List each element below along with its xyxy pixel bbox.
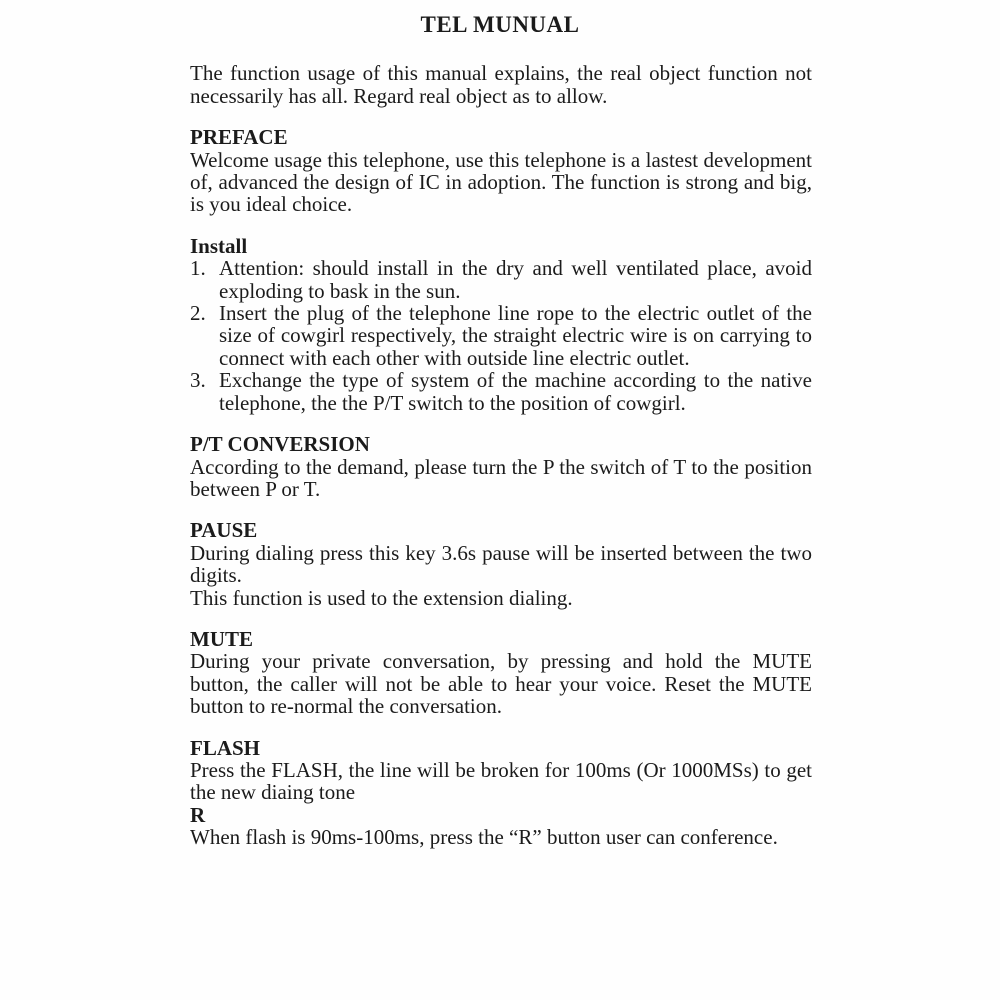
preface-body: Welcome usage this telephone, use this telephone is a lastest development of, advanced the design of IC in adoption. The function is strong and big, is you ideal choice. — [190, 147, 812, 217]
pt-conversion-body: According to the demand, please turn the P the switch of T to the position between P or T. — [190, 454, 812, 501]
list-item-number: 3. — [190, 368, 206, 393]
section-pause — [190, 519, 812, 609]
section-flash — [190, 737, 812, 804]
r-heading: R — [190, 802, 206, 827]
intro-paragraph: The function usage of this manual explains, the real object function not necessarily has all. Regard real object as to allow. — [190, 61, 812, 108]
pt-conversion-heading: P/T CONVERSION — [190, 432, 370, 457]
list-item — [190, 369, 812, 414]
mute-heading: MUTE — [190, 626, 253, 651]
list-item-number: 1. — [190, 256, 206, 281]
section-r — [190, 804, 812, 849]
flash-heading: FLASH — [190, 735, 261, 760]
page-title: TEL MUNUAL — [420, 12, 580, 37]
flash-body: Press the FLASH, the line will be broken for 100ms (Or 1000MSs) to get the new diaing tone — [190, 757, 812, 805]
section-mute — [190, 628, 812, 718]
pause-body-1: During dialing press this key 3.6s pause will be inserted between the two digits. — [190, 540, 812, 588]
section-preface — [190, 126, 812, 216]
list-item — [190, 257, 812, 302]
section-install — [190, 235, 812, 414]
list-item-text: Attention: should install in the dry and well ventilated place, avoid exploding to bask in the sun. — [219, 256, 812, 303]
list-item-text: Exchange the type of system of the machine according to the native telephone, the the P/T switch to the position of cowgirl. — [219, 368, 812, 415]
pause-body-2: This function is used to the extension dialing. — [190, 585, 573, 610]
install-heading: Install — [190, 233, 248, 258]
mute-body: During your private conversation, by pressing and hold the MUTE button, the caller will not be able to hear your voice. Reset the MUTE button to re-normal the conversation. — [190, 649, 812, 719]
r-body: When flash is 90ms-100ms, press the “R” button user can conference. — [190, 825, 778, 850]
list-item-number: 2. — [190, 301, 206, 326]
list-item-text: Insert the plug of the telephone line rope to the electric outlet of the size of cowgirl respectively, the straight electric wire is on carrying to connect with each other with outside line electric outlet. — [219, 301, 812, 370]
install-list — [190, 257, 812, 414]
pause-heading: PAUSE — [190, 518, 258, 543]
section-pt-conversion — [190, 433, 812, 500]
list-item — [190, 302, 812, 369]
preface-heading: PREFACE — [190, 125, 288, 150]
